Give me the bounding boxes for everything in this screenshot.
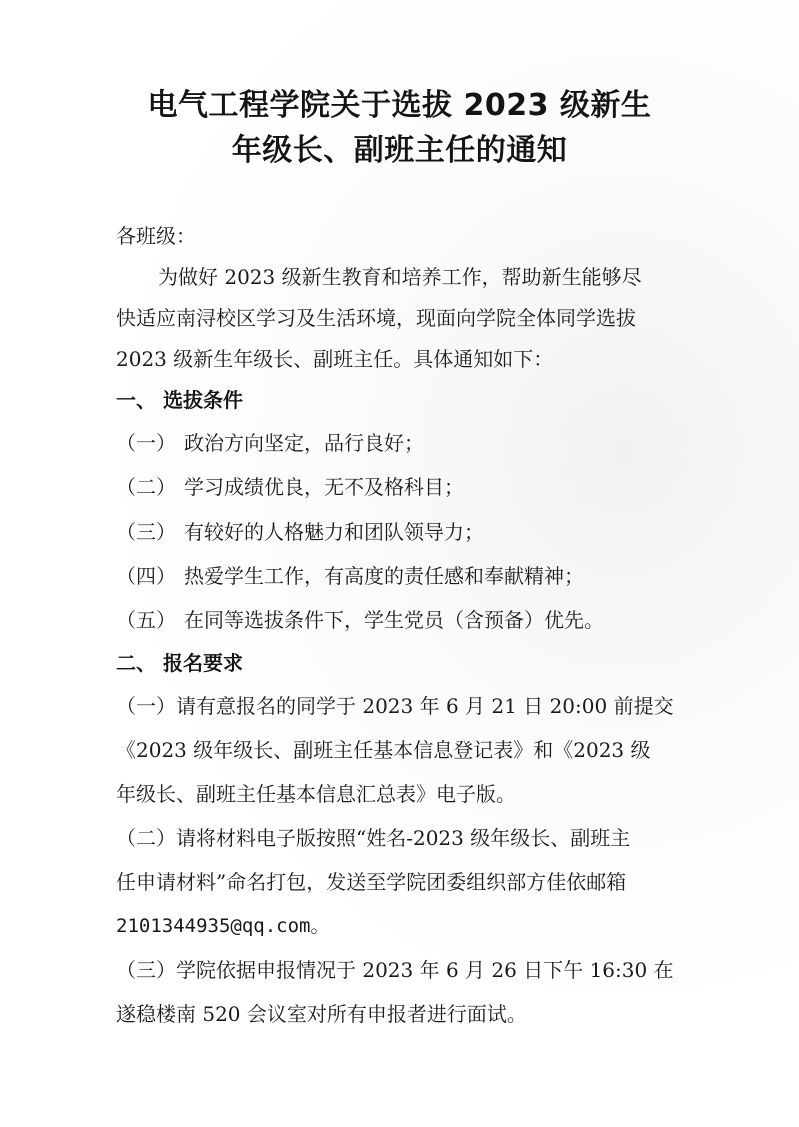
condition-number: （三） bbox=[116, 520, 176, 544]
condition-number: （四） bbox=[116, 564, 176, 588]
condition-text: 热爱学生工作，有高度的责任感和奉献精神； bbox=[184, 564, 584, 588]
condition-number: （二） bbox=[116, 475, 176, 499]
section-2-heading: 二、 报名要求 bbox=[116, 651, 243, 675]
condition-item bbox=[116, 430, 424, 456]
section-1-heading: 一、 选拔条件 bbox=[116, 388, 243, 412]
document-title-line-2: 年级长、副班主任的通知 bbox=[231, 133, 568, 168]
condition-text: 在同等选拔条件下，学生党员（含预备）优先。 bbox=[184, 608, 604, 632]
intro-line-1: 为做好 2023 级新生教育和培养工作，帮助新生能够尽 bbox=[158, 265, 642, 289]
requirement-3-line-2: 遂稳楼南 520 会议室对所有申报者进行面试。 bbox=[116, 1002, 527, 1026]
requirement-1-line-2: 《2023 级年级长、副班主任基本信息登记表》和《2023 级 bbox=[116, 738, 651, 762]
condition-item bbox=[116, 607, 604, 633]
email-address: 2101344935@qq.com。 bbox=[116, 915, 330, 937]
condition-item bbox=[116, 474, 464, 500]
condition-number: （五） bbox=[116, 608, 176, 632]
requirement-1-line-3: 年级长、副班主任基本信息汇总表》电子版。 bbox=[116, 782, 516, 806]
condition-text: 政治方向坚定，品行良好； bbox=[184, 431, 424, 455]
requirement-1-line-1: （一）请有意报名的同学于 2023 年 6 月 21 日 20:00 前提交 bbox=[116, 694, 674, 718]
requirement-3-line-1: （三）学院依据申报情况于 2023 年 6 月 26 日下午 16:30 在 bbox=[116, 958, 674, 982]
intro-line-3: 2023 级新生年级长、副班主任。具体通知如下： bbox=[116, 347, 554, 371]
requirement-2-line-1: （二）请将材料电子版按照“姓名-2023 级年级长、副班主 bbox=[116, 826, 631, 850]
condition-text: 有较好的人格魅力和团队领导力； bbox=[184, 520, 484, 544]
salutation: 各班级： bbox=[116, 224, 196, 248]
condition-number: （一） bbox=[116, 431, 176, 455]
condition-text: 学习成绩优良，无不及格科目； bbox=[184, 475, 464, 499]
requirement-2-line-2: 任申请材料”命名打包，发送至学院团委组织部方佳依邮箱 bbox=[116, 870, 627, 894]
intro-line-2: 快适应南浔校区学习及生活环境，现面向学院全体同学选拔 bbox=[116, 306, 636, 330]
document-title-line-1: 电气工程学院关于选拔 2023 级新生 bbox=[147, 88, 652, 123]
condition-item bbox=[116, 519, 484, 545]
condition-item bbox=[116, 563, 584, 589]
